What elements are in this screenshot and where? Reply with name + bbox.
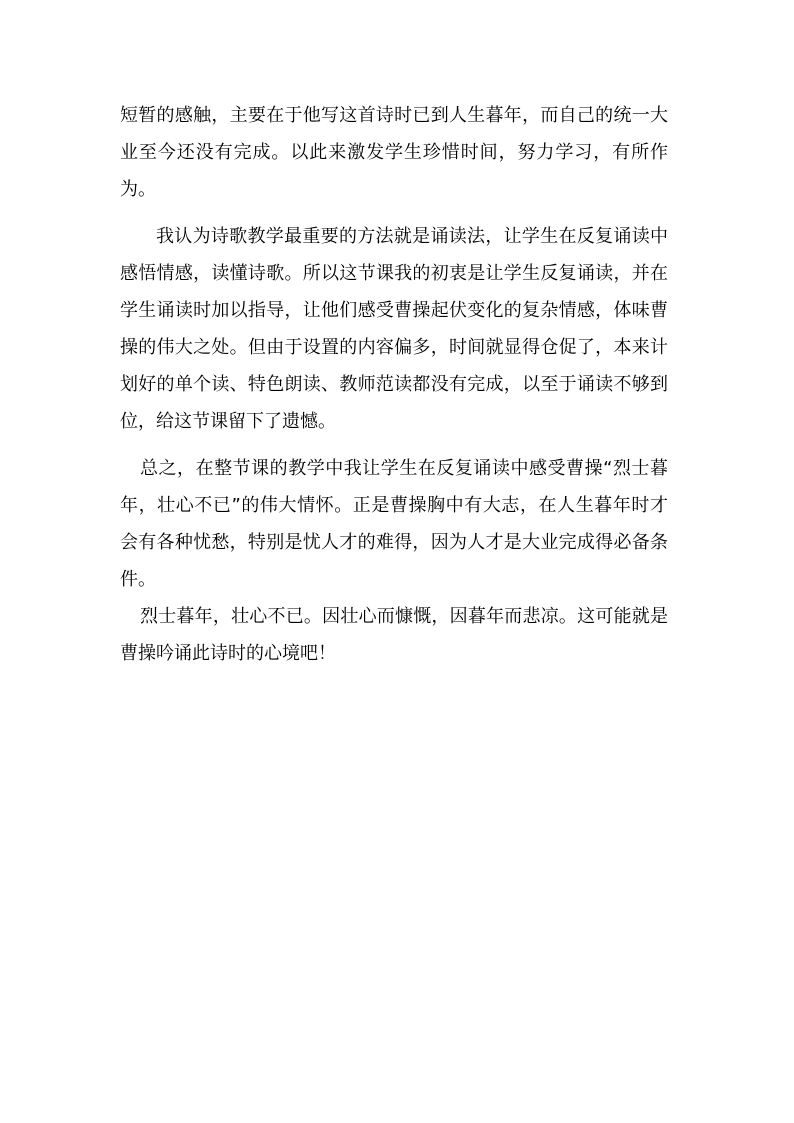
document-body [120, 97, 668, 672]
paragraph-continuation: 短暂的感触，主要在于他写这首诗时已到人生暮年，而自己的统一大业至今还没有完成。以此来激发学生珍惜时间，努力学习，有所作为。 [120, 105, 668, 200]
paragraph-summary: 总之，在整节课的教学中我让学生在反复诵读中感受曹操“烈士暮年，壮心不已”的伟大情怀。正是曹操胸中有大志，在人生暮年时才会有各种忧愁，特别是忧人才的难得，因为人才是大业完成得必备条件。 [120, 458, 668, 590]
paragraph-teaching-method: 我认为诗歌教学最重要的方法就是诵读法，让学生在反复诵读中感悟情感，读懂诗歌。所以这节课我的初衷是让学生反复诵读，并在学生诵读时加以指导，让他们感受曹操起伏变化的复杂情感，体味曹操的伟大之处。但由于设置的内容偏多，时间就显得仓促了，本来计划好的单个读、特色朗读、教师范读都没有完成，以至于诵读不够到位，给这节课留下了遗憾。 [120, 226, 668, 432]
paragraph-conclusion: 烈士暮年，壮心不已。因壮心而慷慨，因暮年而悲凉。这可能就是曹操吟诵此诗时的心境吧！ [120, 606, 668, 664]
